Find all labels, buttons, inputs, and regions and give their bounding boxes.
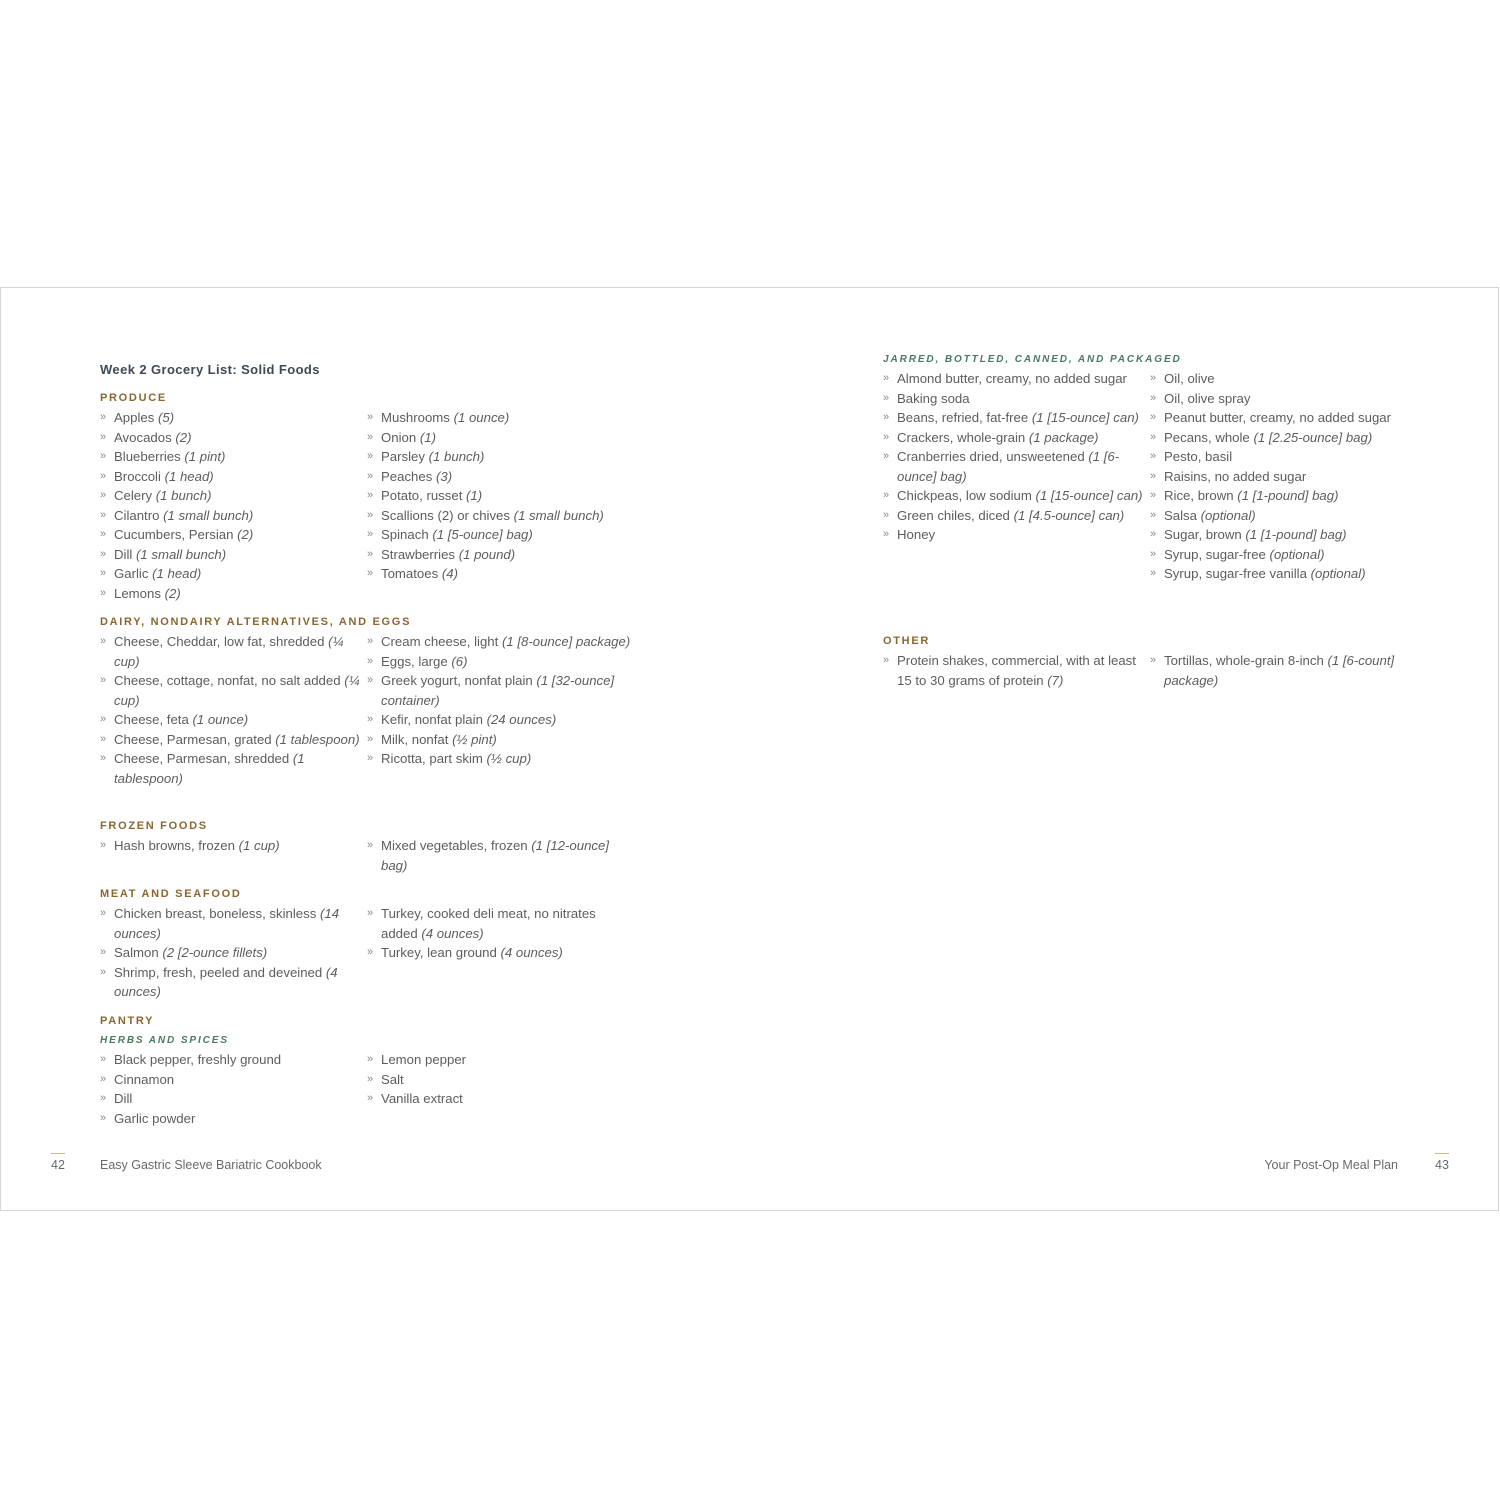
pantry-list-col1	[100, 1050, 365, 1128]
list-item	[1150, 467, 1420, 487]
subheading-herbs-spices: HERBS AND SPICES	[100, 1035, 229, 1046]
list-item	[1150, 651, 1420, 690]
list-item	[100, 545, 365, 565]
item-quantity: (1 [1-pound] bag)	[1237, 488, 1339, 503]
list-item	[100, 467, 365, 487]
item-name: Tortillas, whole-grain 8-inch	[1164, 653, 1324, 668]
item-name: Cucumbers, Persian	[114, 527, 238, 542]
item-name: Salt	[381, 1071, 404, 1087]
item-name: Syrup, sugar-free	[1164, 546, 1270, 562]
list-item	[100, 584, 365, 604]
item-name: Hash browns, frozen	[114, 838, 239, 853]
page-number-rule-right	[1435, 1153, 1449, 1154]
item-quantity: (1 package)	[1028, 429, 1099, 445]
list-item	[367, 836, 632, 875]
item-quantity: (1 [1-pound] bag)	[1245, 527, 1347, 542]
item-name: Oil, olive	[1164, 371, 1215, 386]
item-name: Cheese, Parmesan, shredded	[114, 751, 290, 766]
item-quantity: (3)	[436, 468, 453, 484]
list-item	[367, 710, 632, 730]
item-quantity: (1 head)	[164, 468, 214, 484]
list-item	[367, 428, 632, 448]
list-item	[100, 408, 365, 428]
item-name: Chicken breast, boneless, skinless	[114, 906, 320, 921]
item-name: Sugar, brown	[1164, 527, 1246, 542]
item-quantity: (1)	[419, 429, 436, 445]
item-quantity: (1 small bunch)	[163, 507, 254, 523]
item-name: Mixed vegetables, frozen	[381, 838, 528, 853]
item-quantity: (1 [6-count] package)	[1164, 653, 1395, 688]
item-quantity: (1 ounce)	[192, 712, 249, 727]
item-quantity: (4 ounces)	[114, 964, 338, 999]
item-name: Pesto, basil	[1164, 449, 1233, 464]
list-item	[100, 1109, 365, 1129]
list-item	[367, 671, 632, 710]
item-quantity: (1 head)	[152, 566, 202, 581]
item-name: Cheese, Cheddar, low fat, shredded	[114, 634, 329, 649]
item-name: Garlic powder	[114, 1110, 196, 1126]
item-name: Lemons	[114, 585, 165, 601]
frozen-list-col1	[100, 836, 365, 856]
item-name: Dill	[114, 1091, 133, 1106]
item-quantity: (1 [5-ounce] bag)	[432, 527, 533, 542]
item-name: Pecans, whole	[1164, 429, 1250, 445]
item-quantity: (1 [15-ounce] can)	[1031, 410, 1139, 425]
item-name: Peanut butter, creamy, no added sugar	[1164, 410, 1392, 425]
frozen-list-col2	[367, 836, 632, 875]
item-name: Cheese, cottage, nonfat, no salt added	[114, 673, 345, 688]
list-item	[1150, 545, 1420, 565]
other-list-col1	[883, 651, 1145, 690]
item-quantity: (6)	[451, 653, 468, 669]
item-name: Cranberries dried, unsweetened	[897, 449, 1085, 464]
item-name: Peaches	[381, 468, 436, 484]
item-name: Vanilla extract	[381, 1091, 463, 1106]
item-name: Crackers, whole-grain	[897, 429, 1029, 445]
item-name: Eggs, large	[381, 653, 452, 669]
list-item	[367, 943, 632, 963]
list-item	[1150, 564, 1420, 584]
item-name: Spinach	[381, 527, 433, 542]
list-item	[883, 389, 1145, 409]
produce-list-col2	[367, 408, 632, 584]
list-item	[367, 1089, 632, 1109]
list-item	[100, 506, 365, 526]
list-item	[100, 671, 365, 710]
item-quantity: (1 small bunch)	[513, 507, 604, 523]
item-name: Potato, russet	[381, 488, 467, 503]
subheading-jarred: JARRED, BOTTLED, CANNED, AND PACKAGED	[883, 354, 1182, 365]
page-title: Week 2 Grocery List: Solid Foods	[100, 362, 320, 377]
item-name: Dill	[114, 546, 136, 562]
list-item	[1150, 389, 1420, 409]
item-name: Turkey, cooked deli meat, no nitrates added	[381, 906, 596, 941]
item-name: Salsa	[1164, 507, 1201, 523]
section-heading-pantry: PANTRY	[100, 1015, 155, 1027]
list-item	[1150, 408, 1420, 428]
list-item	[883, 408, 1145, 428]
item-name: Chickpeas, low sodium	[897, 488, 1032, 503]
list-item	[100, 963, 365, 1002]
list-item	[883, 428, 1145, 448]
item-quantity: (1 tablespoon)	[114, 751, 305, 786]
list-item	[367, 564, 632, 584]
item-quantity: (14 ounces)	[114, 906, 340, 941]
item-name: Oil, olive spray	[1164, 390, 1251, 406]
item-quantity: (4 ounces)	[421, 925, 484, 941]
item-quantity: (5)	[158, 410, 175, 425]
dairy-list-col2	[367, 632, 632, 769]
list-item	[883, 506, 1145, 526]
list-item	[883, 525, 1145, 545]
item-name: Baking soda	[897, 390, 970, 406]
item-name: Turkey, lean ground	[381, 945, 501, 960]
list-item	[367, 408, 632, 428]
list-item	[367, 730, 632, 750]
item-quantity: (1 [4.5-ounce] can)	[1013, 507, 1125, 523]
item-name: Shrimp, fresh, peeled and deveined	[114, 964, 326, 980]
item-name: Onion	[381, 429, 420, 445]
jarred-list-col1	[883, 369, 1145, 545]
item-quantity: (1 small bunch)	[135, 546, 227, 562]
item-name: Milk, nonfat	[381, 731, 453, 747]
item-name: Cilantro	[114, 507, 164, 523]
list-item	[367, 652, 632, 672]
item-quantity: (optional)	[1200, 507, 1256, 523]
list-item	[100, 710, 365, 730]
item-name: Celery	[114, 488, 156, 503]
section-heading-dairy: DAIRY, NONDAIRY ALTERNATIVES, AND EGGS	[100, 616, 412, 628]
list-item	[883, 486, 1145, 506]
list-item	[100, 486, 365, 506]
meat-list-col2	[367, 904, 632, 963]
item-name: Kefir, nonfat plain	[381, 712, 487, 727]
item-quantity: (optional)	[1269, 546, 1325, 562]
item-name: Cheese, feta	[114, 712, 193, 727]
list-item	[367, 1070, 632, 1090]
list-item	[367, 904, 632, 943]
page-number-right: 43	[1435, 1158, 1449, 1172]
item-name: Rice, brown	[1164, 488, 1238, 503]
page-number-left: 42	[51, 1158, 65, 1172]
list-item	[1150, 525, 1420, 545]
item-quantity: (¼ cup)	[114, 634, 344, 669]
item-name: Cinnamon	[114, 1071, 175, 1087]
item-name: Scallions (2) or chives	[381, 507, 510, 523]
page-number-rule-left	[51, 1153, 65, 1154]
item-quantity: (1 [15-ounce] can)	[1035, 488, 1143, 503]
book-spread	[0, 287, 1499, 1211]
item-quantity: (4)	[441, 566, 458, 581]
list-item	[367, 749, 632, 769]
jarred-list-col2	[1150, 369, 1420, 584]
list-item	[367, 632, 632, 652]
item-name: Protein shakes, commercial, with at least 15 to 30 grams of protein	[897, 653, 1136, 688]
meat-list-col1	[100, 904, 365, 1002]
item-name: Garlic	[114, 566, 153, 581]
list-item	[367, 525, 632, 545]
list-item	[367, 447, 632, 467]
produce-list-col1	[100, 408, 365, 603]
item-quantity: (1 [12-ounce] bag)	[381, 838, 609, 873]
list-item	[100, 904, 365, 943]
item-name: Almond butter, creamy, no added sugar	[897, 371, 1127, 386]
item-name: Cream cheese, light	[381, 634, 499, 649]
list-item	[1150, 486, 1420, 506]
list-item	[883, 447, 1145, 486]
list-item	[100, 1070, 365, 1090]
item-quantity: (1 cup)	[238, 838, 280, 853]
item-name: Beans, refried, fat-free	[897, 410, 1029, 425]
list-item	[100, 749, 365, 788]
item-name: Greek yogurt, nonfat plain	[381, 673, 533, 688]
item-quantity: (1 [6-ounce] bag)	[897, 449, 1120, 484]
list-item	[100, 447, 365, 467]
other-list-col2	[1150, 651, 1420, 690]
list-item	[100, 564, 365, 584]
item-name: Apples	[114, 410, 158, 425]
pantry-list-col2	[367, 1050, 632, 1109]
section-heading-produce: PRODUCE	[100, 392, 167, 404]
item-quantity: (7)	[1047, 672, 1064, 688]
list-item	[100, 428, 365, 448]
list-item	[367, 1050, 632, 1070]
item-quantity: (4 ounces)	[500, 945, 563, 960]
item-quantity: (1 pound)	[458, 546, 516, 562]
list-item	[100, 525, 365, 545]
list-item	[100, 730, 365, 750]
dairy-list-col1	[100, 632, 365, 788]
item-name: Tomatoes	[381, 566, 442, 581]
section-heading-other: OTHER	[883, 635, 930, 647]
list-item	[1150, 447, 1420, 467]
item-quantity: (2 [2-ounce fillets)	[162, 945, 268, 960]
item-quantity: (2)	[175, 429, 192, 445]
list-item	[100, 943, 365, 963]
list-item	[367, 467, 632, 487]
item-quantity: (1 [2.25-ounce] bag)	[1253, 429, 1373, 445]
list-item	[1150, 369, 1420, 389]
footer-section-title: Your Post-Op Meal Plan	[1264, 1158, 1398, 1172]
list-item	[100, 632, 365, 671]
item-name: Green chiles, diced	[897, 507, 1010, 523]
list-item	[367, 545, 632, 565]
item-name: Syrup, sugar-free vanilla	[1164, 566, 1311, 581]
item-name: Blueberries	[114, 449, 185, 464]
item-name: Avocados	[114, 429, 176, 445]
item-quantity: (24 ounces)	[486, 712, 557, 727]
item-quantity: (2)	[164, 585, 181, 601]
item-name: Broccoli	[114, 468, 165, 484]
list-item	[100, 836, 365, 856]
footer-book-title: Easy Gastric Sleeve Bariatric Cookbook	[100, 1158, 322, 1172]
list-item	[100, 1089, 365, 1109]
section-heading-frozen: FROZEN FOODS	[100, 820, 208, 832]
list-item	[1150, 506, 1420, 526]
list-item	[367, 486, 632, 506]
item-name: Ricotta, part skim	[381, 751, 487, 766]
item-name: Parsley	[381, 449, 429, 464]
item-quantity: (1 [32-ounce] container)	[381, 673, 615, 708]
item-name: Black pepper, freshly ground	[114, 1052, 282, 1067]
item-quantity: (2)	[237, 527, 254, 542]
item-name: Mushrooms	[381, 410, 454, 425]
list-item	[367, 506, 632, 526]
item-quantity: (1 bunch)	[155, 488, 212, 503]
item-quantity: (1 bunch)	[428, 449, 485, 464]
item-name: Salmon	[114, 945, 163, 960]
item-quantity: (1 [8-ounce] package)	[501, 634, 631, 649]
list-item	[883, 651, 1145, 690]
item-name: Strawberries	[381, 546, 459, 562]
item-quantity: (optional)	[1310, 566, 1366, 581]
item-quantity: (1 pint)	[184, 449, 226, 464]
item-quantity: (1 tablespoon)	[275, 731, 360, 747]
list-item	[100, 1050, 365, 1070]
item-name: Honey	[897, 527, 936, 542]
item-quantity: (1 ounce)	[453, 410, 510, 425]
item-name: Cheese, Parmesan, grated	[114, 731, 272, 747]
item-quantity: (½ pint)	[452, 731, 497, 747]
item-name: Raisins, no added sugar	[1164, 468, 1307, 484]
section-heading-meat: MEAT AND SEAFOOD	[100, 888, 242, 900]
item-name: Lemon pepper	[381, 1052, 467, 1067]
list-item	[883, 369, 1145, 389]
item-quantity: (½ cup)	[486, 751, 532, 766]
item-quantity: (1)	[466, 488, 483, 503]
item-quantity: (¼ cup)	[114, 673, 360, 708]
list-item	[1150, 428, 1420, 448]
